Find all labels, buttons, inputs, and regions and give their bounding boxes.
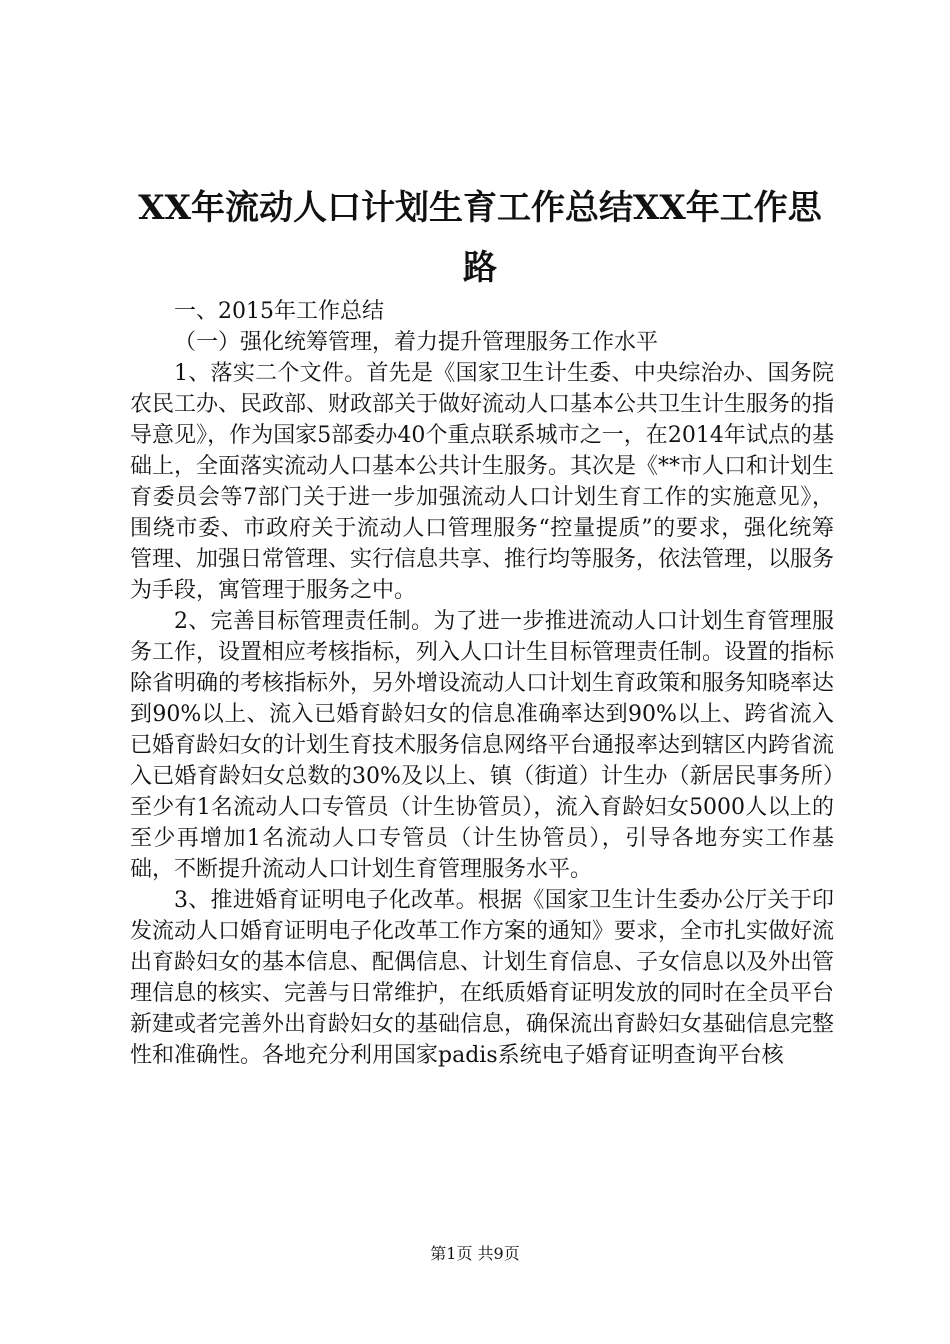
- document-title: XX年流动人口计划生育工作总结XX年工作思路: [138, 188, 822, 288]
- subsection-heading: （一）强化统筹管理，着力提升管理服务工作水平: [174, 330, 659, 355]
- paragraph-2: 2、完善目标管理责任制。为了进一步推进流动人口计划生育管理服务工作，设置相应考核指标，列入人口计生目标管理责任制。设置的指标除省明确的考核指标外，另外增设流动人口计划生育政策和服务知晓率达到90%以上、流入已婚育龄妇女的信息准确率达到90%以上、跨省流入已婚育龄妇女的计划生育技术服务信息网络平台通报率达到辖区内跨省流入已婚育龄妇女总数的30%及以上、镇（街道）计生办（新居民事务所）至少有1名流动人口专管员（计生协管员），流入育龄妇女5000人以上的至少再增加1名流动人口专管员（计生协管员），引导各地夯实工作基础，不断提升流动人口计划生育管理服务水平。: [130, 609, 835, 882]
- paragraph-1: 1、落实二个文件。首先是《国家卫生计生委、中央综治办、国务院农民工办、民政部、财政部关于做好流动人口基本公共卫生计生服务的指导意见》，作为国家5部委办40个重点联系城市之一，在2014年试点的基础上，全面落实流动人口基本公共计生服务。其次是《**市人口和计划生育委员会等7部门关于进一步加强流动人口计划生育工作的实施意见》，围绕市委、市政府关于流动人口管理服务“控量提质”的要求，强化统筹管理、加强日常管理、实行信息共享、推行均等服务，依法管理，以服务为手段，寓管理于服务之中。: [130, 361, 835, 603]
- section-heading: 一、2015年工作总结: [174, 299, 384, 324]
- page-footer: 第1页 共9页: [430, 1244, 520, 1263]
- document-body: [130, 296, 834, 1071]
- paragraph-3: 3、推进婚育证明电子化改革。根据《国家卫生计生委办公厅关于印发流动人口婚育证明电子化改革工作方案的通知》要求，全市扎实做好流出育龄妇女的基本信息、配偶信息、计划生育信息、子女信息以及外出管理信息的核实、完善与日常维护，在纸质婚育证明发放的同时在全员平台新建或者完善外出育龄妇女的基础信息，确保流出育龄妇女基础信息完整性和准确性。各地充分利用国家padis系统电子婚育证明查询平台核: [130, 888, 835, 1068]
